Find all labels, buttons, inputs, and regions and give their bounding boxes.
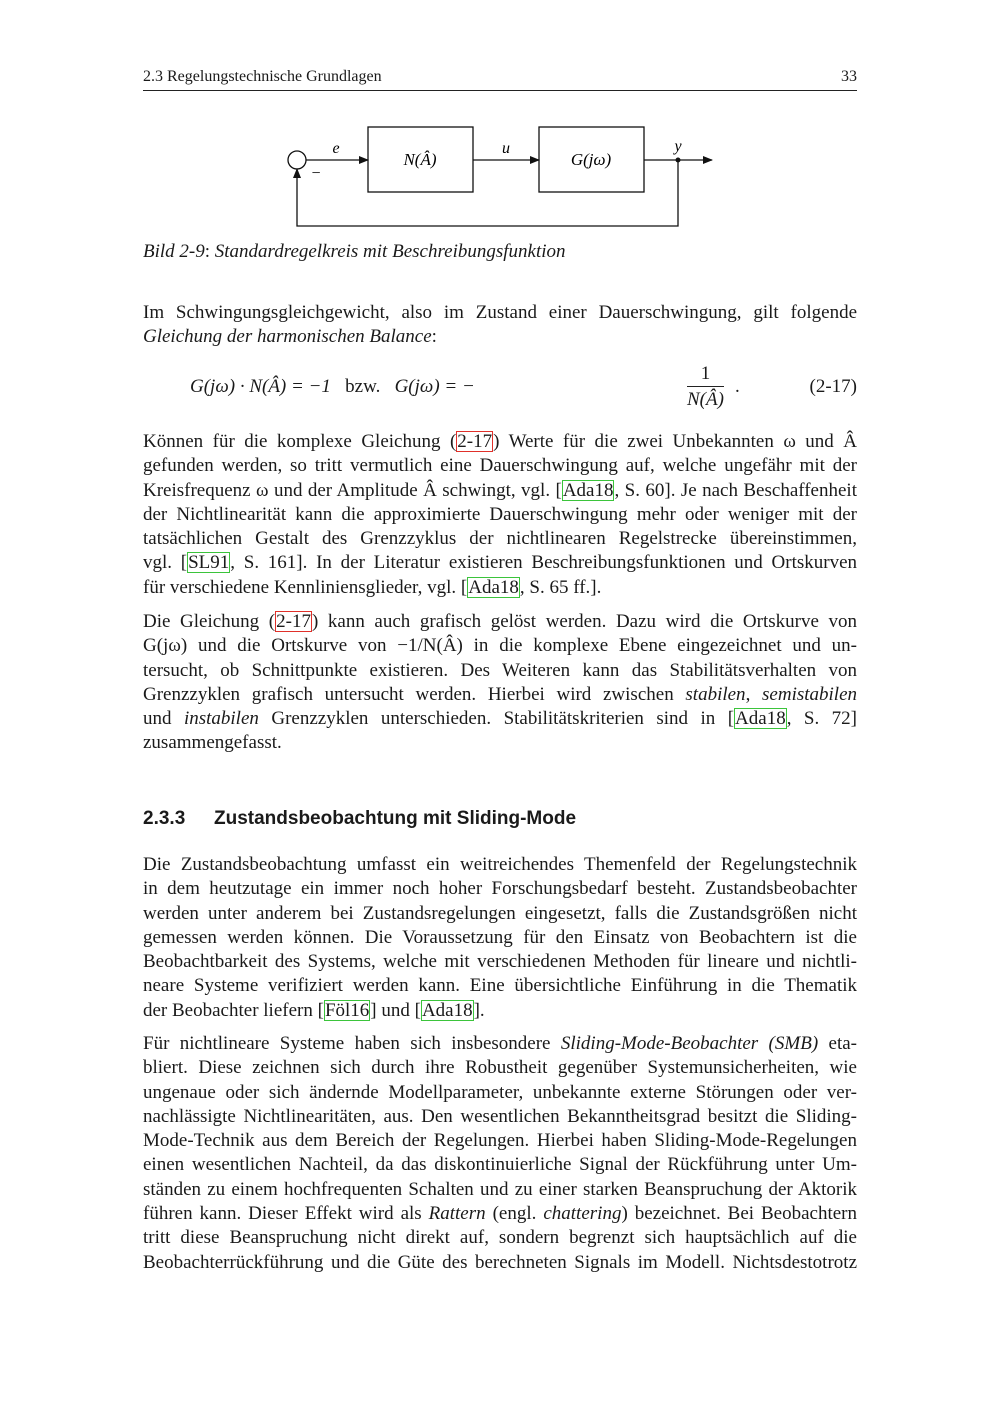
- equation-left: G(jω) · N(Â) = −1: [190, 376, 331, 397]
- text-fragment: und: [143, 708, 184, 730]
- text-fragment: , S. 161]. In der Literatur existieren Beschreibungsfunktionen und Ortskurven: [230, 552, 858, 574]
- text-line: Die Zustandsbeobachtung umfasst ein weitreichendes Themenfeld der Regelungstechnik: [143, 854, 857, 875]
- text-line: [143, 479, 857, 503]
- equation-number: (2-17): [809, 376, 857, 397]
- text-line: bliert. Diese zeichnen sich durch ihre Robustheit gegenüber Systemunsicherheiten, wie: [143, 1057, 857, 1079]
- equation-period: .: [735, 376, 740, 397]
- figure-caption: [143, 241, 566, 263]
- figure-label: Bild 2-9: [143, 241, 205, 262]
- text-fragment: Für nichtlineare Systeme haben sich insbesondere: [143, 1033, 561, 1054]
- text-fragment: , S. 60]. Je nach Beschaffenheit: [614, 479, 857, 501]
- equation-body: [190, 376, 475, 398]
- equation-2-17: [190, 362, 857, 418]
- block-nonlinearity-label: N(Â): [403, 150, 437, 169]
- text-fragment: , S. 65 ff.].: [519, 576, 602, 598]
- term-rattern: Rattern: [428, 1203, 486, 1225]
- minus-sign: −: [311, 165, 321, 182]
- text-line: Beobachtbarkeit des Systems, welche mit verschiedenen Methoden für lineare und nichtli-: [143, 951, 857, 973]
- text-line: gefunden werden, so tritt vermutlich eine Dauerschwingung auf, welche ungefähr mit der: [143, 455, 857, 477]
- equation-fraction: [687, 362, 724, 413]
- figure-separator: :: [204, 241, 211, 262]
- text-fragment: Grenzzyklen grafisch untersucht werden. Hierbei wird zwischen: [143, 683, 686, 705]
- paragraph-graphical-solution: [143, 610, 857, 756]
- term-smb: Sliding-Mode-Beobachter (SMB): [560, 1033, 819, 1054]
- equation-connector: bzw.: [345, 376, 381, 397]
- text-line: [143, 707, 857, 731]
- text-line: in dem heutzutage ein immer noch hoher Forschungsbedarf besteht. Zustandsbeobachter: [143, 878, 857, 900]
- text-fragment: (engl.: [485, 1203, 544, 1225]
- equation-right: G(jω) = −: [394, 376, 475, 397]
- paragraph-harmonic-balance: [143, 301, 857, 350]
- text-fragment: Kreisfrequenz ω und der Amplitude Â schwingt, vgl. [: [143, 479, 562, 501]
- text-fragment: ] und [: [370, 999, 421, 1021]
- term-stabil: stabilen: [685, 683, 746, 705]
- text-line: gemessen werden können. Die Voraussetzung für den Einsatz von Beobachtern ist die: [143, 926, 857, 948]
- text-line: werden unter anderem bei Zustandsregelungen eingesetzt, falls die Zustandsgrößen nicht: [143, 902, 857, 924]
- citation-link-fol16[interactable]: Föl16: [324, 999, 370, 1021]
- citation-link-ada18[interactable]: Ada18: [421, 999, 473, 1021]
- term-chattering: chattering: [543, 1203, 622, 1225]
- text-line: [143, 1032, 857, 1056]
- section-number: 2.3.3: [143, 808, 186, 829]
- signal-y-label: y: [674, 138, 682, 155]
- text-line: [143, 576, 857, 600]
- text-line: Beobachterrückführung und die Güte des berechneten Signals im Modell. Nichtsdestotrotz: [143, 1251, 857, 1273]
- block-plant-label: G(jω): [570, 150, 612, 169]
- text-line: G(jω) und die Ortskurve von −1/N(Â) in die komplexe Ebene eingezeichnet und un-: [143, 635, 857, 657]
- feedback-path: [297, 160, 678, 226]
- text-fragment: ) bezeichnet. Bei Beobachtern: [621, 1203, 858, 1225]
- page-number: 33: [841, 68, 857, 85]
- signal-e-label: e: [332, 140, 340, 157]
- text-fragment: ].: [473, 999, 485, 1021]
- text-line: tersucht, ob Schnittpunkte existieren. Des Weiteren kann das Stabilitätsverhalten von: [143, 659, 857, 681]
- text-fragment: der Beobachter liefern [: [143, 999, 324, 1021]
- text-fragment: Werte für die zwei Unbekannten ω und Â: [499, 431, 857, 452]
- text-fragment: Können für die komplexe Gleichung: [143, 431, 450, 452]
- text-line: [143, 999, 857, 1023]
- summing-junction: [288, 151, 306, 169]
- text-fragment: für verschiedene Kennliniensglieder, vgl. [: [143, 576, 468, 598]
- text-fragment: kann auch grafisch gelöst werden. Dazu wird die Ortskurve von: [318, 611, 857, 632]
- figure-title: Standardregelkreis mit Beschreibungsfunktion: [210, 241, 566, 262]
- text-line: [143, 683, 857, 707]
- text-line: Die Gleichung (2-17) kann auch grafisch gelöst werden. Dazu wird die Ortskurve von: [143, 611, 857, 632]
- text-line: ungenaue oder sich ändernde Modellparameter, unbekannte externe Störungen oder ver-: [143, 1081, 857, 1103]
- citation-link-ada18[interactable]: Ada18: [562, 479, 614, 501]
- text-fragment: führen kann. Dieser Effekt wird als: [143, 1203, 429, 1225]
- text-line: tatsächlichen Gestalt des Grenzzyklus der nichtlinearen Regelstrecke übereinstimmen,: [143, 528, 857, 550]
- paragraph-state-observation: [143, 853, 857, 1023]
- text-fragment: , S. 72]: [786, 708, 857, 730]
- signal-u-label: u: [502, 140, 510, 157]
- text-fragment: :: [431, 326, 437, 348]
- text-line: nachlässigte Nichtlinearitäten, aus. Den wesentlichen Bekanntheitsgrad besitzt die Sliding-: [143, 1105, 857, 1127]
- text-line: tritt diese Beanspruchung nicht direkt auf, sondern begrenzt sich hauptsächlich auf die: [143, 1227, 857, 1249]
- section-heading: [143, 808, 576, 830]
- fraction-numerator: 1: [687, 362, 724, 387]
- text-fragment: Grenzzyklen unterschieden. Stabilitätskriterien sind in [: [258, 708, 735, 730]
- text-line: Im Schwingungsgleichgewicht, also im Zustand einer Dauerschwingung, gilt folgende: [143, 302, 857, 323]
- citation-link-ada18[interactable]: Ada18: [468, 576, 519, 598]
- paragraph-sliding-mode: [143, 1032, 857, 1275]
- text-line: zusammengefasst.: [143, 732, 282, 754]
- text-fragment: Die Gleichung: [143, 611, 269, 632]
- text-line: neare Systeme verifiziert werden kann. Eine übersichtliche Einführung in die Thematik: [143, 975, 857, 997]
- section-title: Zustandsbeobachtung mit Sliding-Mode: [214, 808, 577, 829]
- term-semistabil: semistabilen: [762, 683, 858, 705]
- fraction-denominator: N(Â): [687, 389, 724, 410]
- text-line: ständen zu einem hochfrequenten Schalten und zu einer starken Beanspruchung der Aktorik: [143, 1178, 857, 1200]
- term-instabil: instabilen: [183, 708, 259, 730]
- text-fragment: eta-: [818, 1033, 857, 1054]
- text-fragment: ,: [745, 683, 763, 705]
- citation-link-sl91[interactable]: SL91: [188, 552, 230, 574]
- control-loop-diagram: [0, 0, 1000, 240]
- text-line: [143, 1202, 857, 1226]
- term-harmonic-balance: Gleichung der harmonischen Balance: [143, 326, 432, 348]
- text-line: Mode-Technik aus dem Bereich der Regelungen. Hierbei haben Sliding-Mode-Regelungen: [143, 1130, 857, 1152]
- text-line: der Nichtlinearität kann die approximierte Dauerschwingung mehr oder weniger mit der: [143, 503, 857, 525]
- running-section-title: 2.3 Regelungstechnische Grundlagen: [143, 68, 382, 85]
- equation-ref-link[interactable]: 2-17: [457, 431, 493, 452]
- text-line: einen wesentlichen Nachteil, da das diskontinuierliche Signal der Rückführung unter Um-: [143, 1154, 857, 1176]
- text-line: [143, 551, 857, 575]
- text-line: Können für die komplexe Gleichung (2-17) Werte für die zwei Unbekannten ω und Â: [143, 431, 857, 452]
- text-fragment: vgl. [: [143, 552, 188, 574]
- citation-link-ada18[interactable]: Ada18: [735, 708, 786, 730]
- equation-ref-link[interactable]: 2-17: [276, 611, 311, 632]
- paragraph-describing-function: [143, 430, 857, 600]
- text-line: [143, 325, 857, 349]
